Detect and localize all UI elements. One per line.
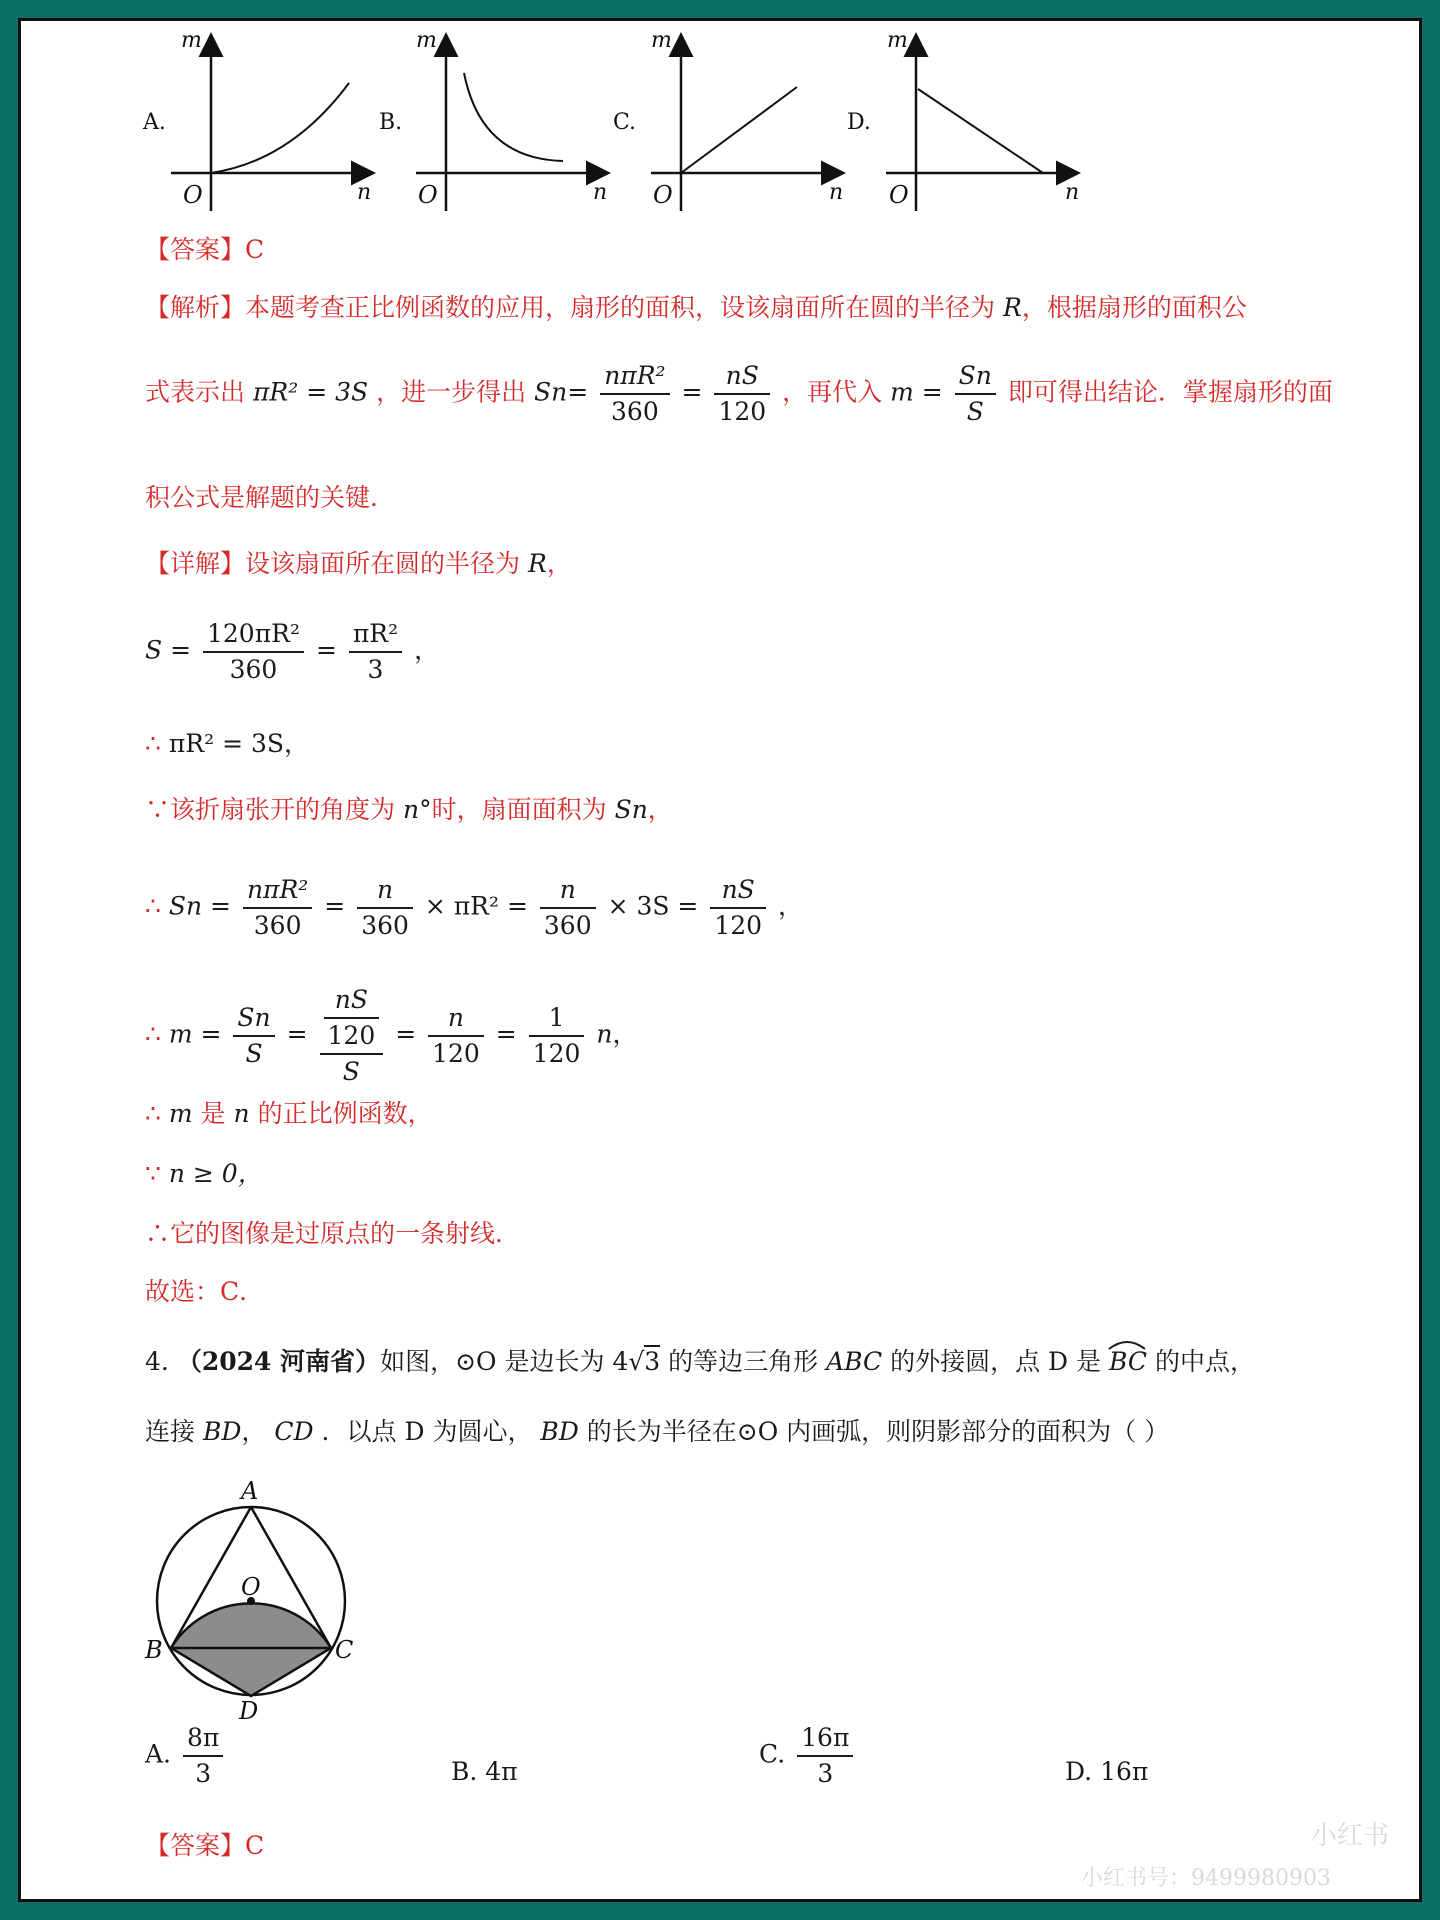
fraction: $\frac{\text{120πR²}}{360}$: [203, 617, 304, 687]
svg-text:B.: B.: [379, 110, 403, 135]
detail-line-1: 【详解】设该扇面所在圆的半径为 R，: [145, 549, 572, 578]
fraction: $\frac{n}{360}$: [540, 873, 596, 943]
svg-text:D: D: [239, 1697, 259, 1721]
svg-text:C.: C.: [613, 110, 637, 135]
q4-option-d[interactable]: D. 16π: [1065, 1757, 1149, 1786]
svg-text:n: n: [829, 180, 844, 205]
fraction: $\frac{\text{nπR²}}{360}$: [243, 873, 312, 943]
svg-text:O: O: [418, 181, 438, 209]
detail-proportional: ∴ m 是 n 的正比例函数，: [145, 1099, 433, 1128]
fraction: $\frac{nS}{120}$: [714, 359, 770, 429]
detail-chosen: 故选：C．: [145, 1277, 265, 1306]
analysis-line-2: 式表示出 πR² = 3S ，进一步得出 Sn= $\frac{\text{nπR²}}{360}$ = $\frac{nS}{120}$ ，再代入 m = $\frac{Sn}{S}$ 即可得出结论．掌握扇形的面: [145, 359, 1333, 429]
svg-text:A: A: [241, 1477, 259, 1505]
q4-line-2: 连接 BD， CD ．以点 D 为圆心， BD 的长为半径在⊙O 内画弧，则阴影部分的面积为（ ）: [145, 1417, 1170, 1446]
svg-text:n: n: [357, 180, 372, 205]
fraction: $\frac{n}{120}$: [428, 1001, 484, 1071]
answer-4: 【答案】C: [145, 1831, 265, 1860]
curve-b: [464, 73, 563, 161]
q4-option-a[interactable]: A. $\frac{8\pi}{3}$: [145, 1721, 227, 1791]
fraction: $\frac{\text{nπR²}}{360}$: [600, 359, 669, 429]
fraction: $\frac{\text{πR²}}{3}$: [349, 617, 402, 687]
svg-text:m: m: [416, 28, 437, 53]
q4-line-1: 4. （2024 河南省）如图，⊙O 是边长为 4√3 的等边三角形 ABC 的外接圆，点 D 是 BC 的中点，: [145, 1345, 1255, 1379]
detail-s-eq: S = $\frac{\text{120πR²}}{360}$ = $\frac{\text{πR²}}{3}$ ，: [145, 617, 439, 687]
graph-a: [142, 28, 371, 211]
svg-text:m: m: [181, 28, 202, 53]
q4-figure: [131, 1461, 391, 1721]
svg-text:m: m: [651, 28, 672, 53]
graph-b: [379, 28, 607, 211]
graph-options: [21, 21, 1425, 241]
fraction: $\frac{Sn}{S}$: [955, 359, 996, 429]
curve-a: [211, 83, 349, 173]
svg-text:C: C: [335, 1636, 354, 1664]
detail-m-eq: ∴ m = $\frac{Sn}{S}$ = $\frac{\frac{nS}{120}}{S}$ = $\frac{n}{120}$ = $\frac{1}{120}$ n，: [145, 983, 637, 1089]
svg-text:n: n: [593, 180, 608, 205]
arc-mark: [1107, 1339, 1147, 1351]
svg-text:D.: D.: [847, 110, 871, 135]
compound-fraction: $\frac{\frac{nS}{120}}{S}$: [320, 983, 384, 1089]
detail-ray: ∴它的图像是过原点的一条射线．: [145, 1219, 521, 1248]
svg-text:n: n: [1065, 180, 1080, 205]
svg-text:O: O: [653, 181, 673, 209]
graph-c: [613, 28, 843, 211]
svg-text:O: O: [889, 181, 909, 209]
line-d: [918, 89, 1043, 173]
line-c: [681, 87, 797, 173]
fraction: $\frac{1}{120}$: [529, 1001, 585, 1071]
watermark-id: 小红书号：9499980903: [1081, 1866, 1331, 1891]
fraction: $\frac{n}{360}$: [357, 873, 413, 943]
answer-1: 【答案】C: [145, 235, 265, 264]
detail-fan: ∵该折扇张开的角度为 n°时，扇面面积为 Sn，: [145, 795, 673, 824]
detail-n-geq: ∵ n ≥ 0，: [145, 1159, 263, 1188]
analysis-line-3: 积公式是解题的关键．: [145, 483, 396, 512]
shaded-region: [171, 1603, 331, 1696]
svg-text:O: O: [183, 181, 203, 209]
svg-text:A.: A.: [143, 110, 166, 135]
detail-sn-eq: ∴ Sn = $\frac{\text{nπR²}}{360}$ = $\frac{n}{360}$ × πR² = $\frac{n}{360}$ × 3S = $\frac{nS}{120}$ ，: [145, 873, 803, 943]
detail-pir: ∴ πR² = 3S，: [145, 729, 310, 758]
document-page: [18, 18, 1422, 1902]
q4-option-c[interactable]: C. $\frac{16\pi}{3}$: [759, 1721, 857, 1791]
fraction: $\frac{nS}{120}$: [710, 873, 766, 943]
svg-text:m: m: [887, 28, 908, 53]
svg-text:O: O: [241, 1573, 261, 1601]
svg-text:B: B: [145, 1636, 163, 1664]
graph-d: [847, 28, 1079, 211]
q4-option-b[interactable]: B. 4π: [451, 1757, 518, 1786]
fraction: $\frac{Sn}{S}$: [233, 1001, 274, 1071]
analysis-line-1: 【解析】本题考查正比例函数的应用，扇形的面积，设该扇面所在圆的半径为 R，根据扇形的面积公: [145, 293, 1247, 322]
watermark-logo: 小红书: [1311, 1821, 1390, 1851]
